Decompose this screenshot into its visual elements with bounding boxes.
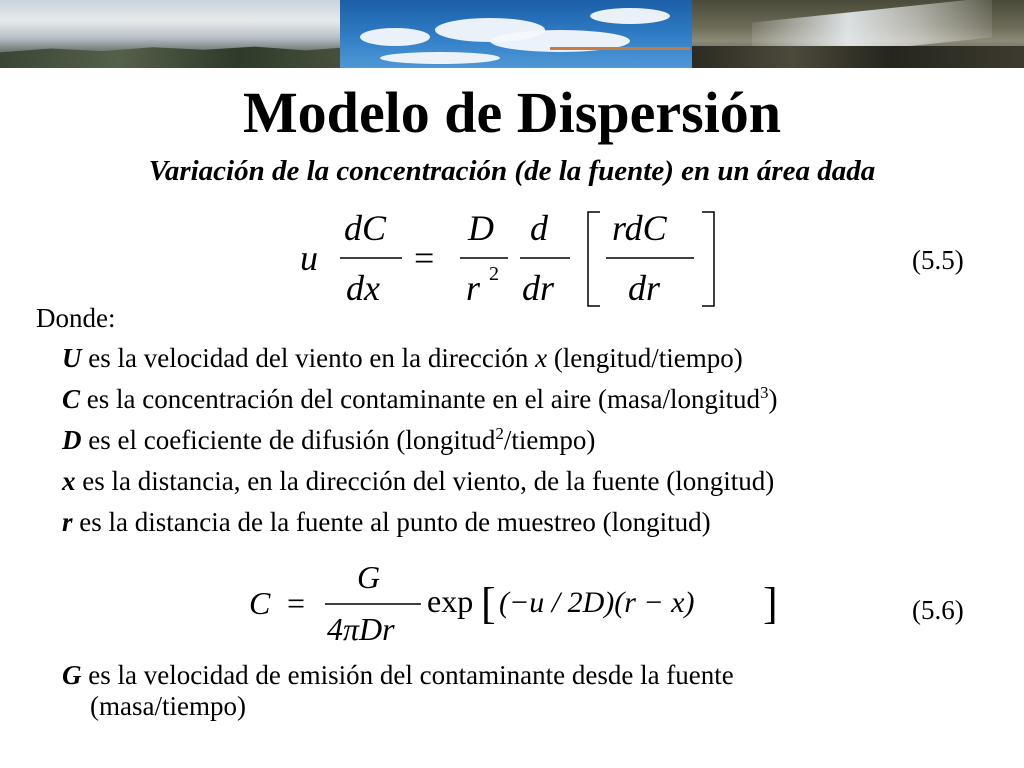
definition-text-continued: (masa/tiempo): [90, 691, 246, 721]
definition-symbol: r: [62, 507, 73, 537]
slide-title: Modelo de Dispersión: [242, 80, 782, 145]
eq55-lhs-num: dC: [344, 208, 387, 248]
definition-text: es la distancia, en la dirección del viento, de la fuente (longitud): [75, 466, 775, 496]
definition-symbol: G: [62, 660, 82, 690]
eq55-f2-den: dr: [522, 268, 555, 308]
definition-variable: x: [535, 343, 548, 373]
slide-subtitle: Variación de la concentración (de la fuente) en un área dada: [148, 155, 876, 187]
eq55-f1-num: D: [468, 208, 494, 248]
eq56-equals: =: [287, 585, 306, 621]
sky-clouds-photo: [340, 0, 692, 68]
eq55-f1-den: r: [466, 268, 481, 308]
eq55-left-bracket: [588, 212, 600, 306]
definition-item: [62, 338, 1002, 379]
eq55-right-bracket: [702, 212, 714, 306]
definition-superscript: 2: [495, 424, 504, 443]
definitions-list: [62, 338, 1002, 543]
equation-5-6: [245, 560, 795, 650]
eq55-f2-num: d: [530, 208, 548, 248]
definition-text: ): [768, 384, 778, 414]
eq56-left-bracket: [: [481, 579, 496, 628]
definition-symbol: D: [62, 425, 82, 455]
eq55-equals: =: [414, 238, 435, 278]
definition-symbol: x: [62, 466, 76, 496]
equation-5-5: [290, 200, 740, 312]
waterfall-photo: [692, 0, 1024, 68]
definitions-intro: Donde:: [36, 303, 116, 333]
eq55-f3-num: rdC: [612, 208, 667, 248]
definition-text: (lengitud/tiempo): [547, 343, 743, 373]
definition-text: es el coeficiente de difusión (longitud: [81, 425, 496, 455]
definition-text: es la distancia de la fuente al punto de muestreo (longitud): [72, 507, 711, 537]
definition-text: es la velocidad del viento en la dirección: [81, 343, 536, 373]
eq55-f3-den: dr: [628, 268, 661, 308]
definition-item: [62, 461, 1002, 502]
definition-item: [62, 379, 1002, 420]
eq56-func: exp: [427, 583, 474, 619]
definition-symbol: C: [62, 384, 81, 414]
eq55-f1-den-exp: 2: [489, 263, 499, 285]
definition-superscript: 3: [760, 383, 769, 402]
definition-item-g: [62, 660, 962, 722]
definition-item: [62, 420, 1002, 461]
eq56-lhs: C: [249, 585, 271, 621]
equation-5-6-label: (5.6): [912, 595, 964, 625]
definition-text: es la concentración del contaminante en el aire (masa/longitud: [80, 384, 760, 414]
definition-symbol: U: [62, 343, 82, 373]
equation-5-5-label: (5.5): [912, 245, 964, 275]
header-banner: [0, 0, 1024, 68]
eq56-num: G: [357, 560, 381, 595]
eq56-arg: (−u / 2D)(r − x): [499, 586, 695, 619]
eq55-lhs-den: dx: [346, 268, 380, 308]
landscape-photo: [0, 0, 340, 68]
definition-item: [62, 502, 1002, 543]
eq55-lhs-coef: u: [300, 238, 318, 278]
definition-text: es la velocidad de emisión del contaminante desde la fuente: [81, 660, 734, 690]
eq56-den: 4πDr: [327, 611, 395, 647]
eq56-right-bracket: ]: [763, 579, 778, 628]
definition-text: /tiempo): [503, 425, 596, 455]
